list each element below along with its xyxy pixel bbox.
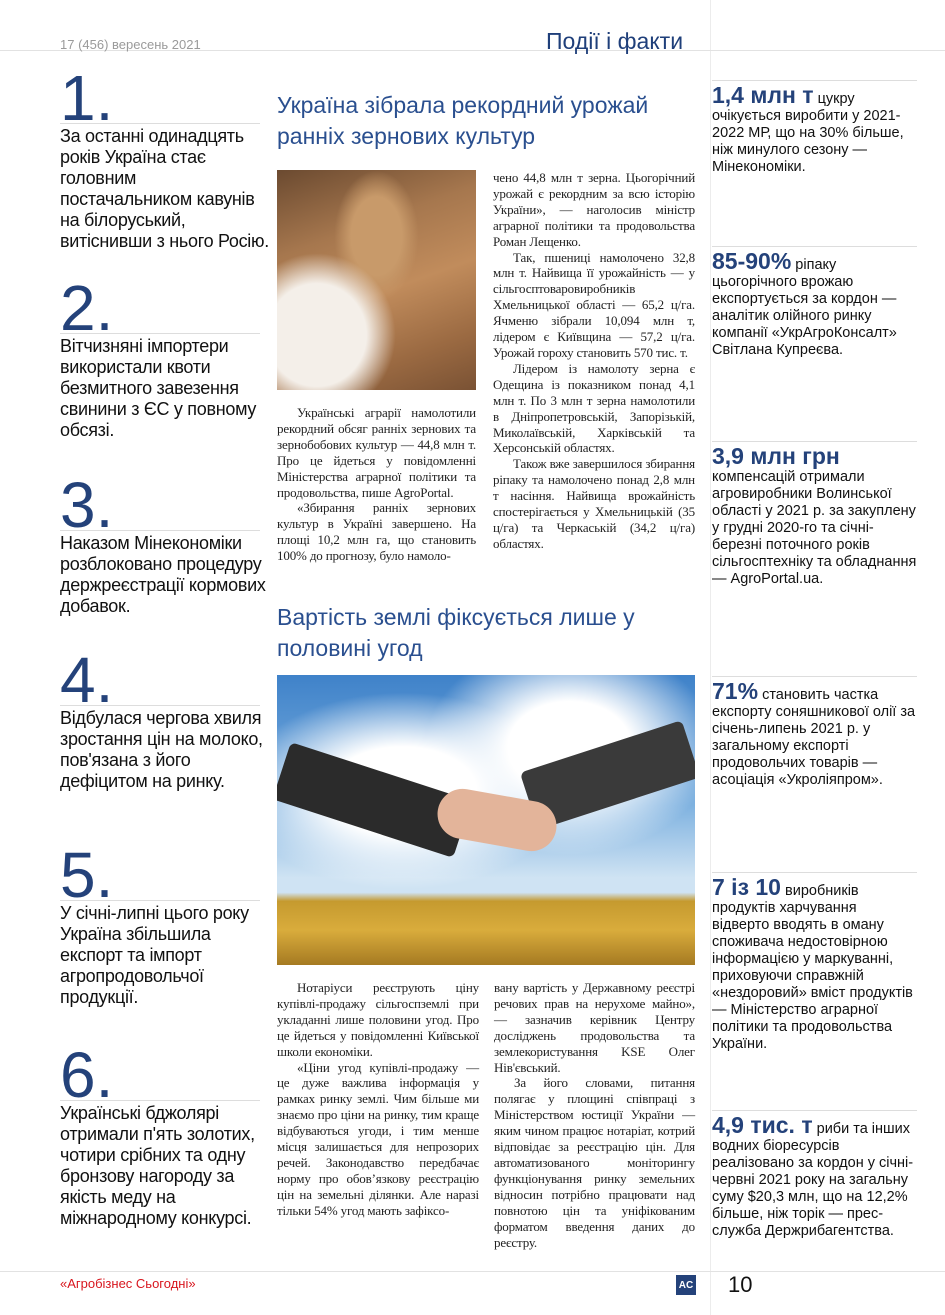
- fact-item: [60, 469, 272, 617]
- article-column: [494, 980, 695, 1250]
- fact-number: 3.: [60, 475, 260, 531]
- article-column: [277, 980, 479, 1219]
- paragraph: За його словами, питання полягає у площині співпраці з Міністерством юстиції України — яким чином працює нотаріат, котрий відповідає за реєстрацію цін. Для автоматизованого моніторингу функціонування ринку земельних відносин потрібно працювати над повнотою цін та уніфікованим форматом введення даних до реєстру.: [494, 1075, 695, 1250]
- paragraph: Українські аграрії намолотили рекордний обсяг ранніх зернових та зернобобових культур — 44,8 млн т. Про це йдеться у повідомленні Міністерства аграрної політики та продовольства, пише AgroPortal.: [277, 405, 476, 500]
- paragraph: Нотаріуси реєструють ціну купівлі-продажу сільгоспземлі при укладанні лише половини угод. Про це йдеться у повідомленні Київської школи економіки.: [277, 980, 479, 1059]
- fact-number: 1.: [60, 68, 260, 124]
- fact-number: 2.: [60, 278, 260, 334]
- fact-text: Українські бджолярі отримали п'ять золотих, чотири срібних та одну бронзову нагороду за якість меду на міжнародному конкурсі.: [60, 1103, 255, 1228]
- fact-item: [60, 839, 272, 1008]
- fact-text: У січні-липні цього року Україна збільшила експорт та імпорт агропродовольчої продукції.: [60, 903, 249, 1007]
- fact-item: [60, 272, 272, 441]
- article-title: Україна зібрала рекордний урожай ранніх зернових культур: [277, 92, 649, 149]
- grain-scoops-photo: [277, 170, 476, 390]
- fact-number: 4.: [60, 650, 260, 706]
- stat-value: 85-90%: [712, 248, 792, 274]
- stat-text: компенсацій отримали агровиробники Волинської області у 2021 р. за закуплену у грудні 2020-го та січні-березні поточного років сільгосптехніку та обладнання — AgroPortal.ua.: [712, 469, 917, 587]
- issue-info: 17 (456) вересень 2021: [60, 37, 201, 52]
- stat-text: риби та інших водних біоресурсів реалізовано за кордон у січні-червні 2021 року на загальну суму $20,3 млн, що на 12,2% більше, ніж торік — прес-служба Держрибагентства.: [712, 1121, 914, 1239]
- stat-value: 4,9 тис. т: [712, 1112, 813, 1138]
- fact-text: Відбулася чергова хвиля зростання цін на молоко, пов'язана з його дефіцитом на ринку.: [60, 708, 263, 791]
- stat-item: [712, 1110, 917, 1240]
- paragraph: «Ціни угод купівлі-продажу — це дуже важлива інформація у рамках ринку землі. Чим більше ми знаємо про ціни на ринку, тим краще відбуваються угоди, і тим менше місця залишається для непрозорих речей. Законодавство передбачає норму про обов’язкову реєстрацію цін на земельні ділянки. Але наразі тільки 54% угод мають зафіксо-: [277, 1059, 479, 1218]
- stat-text: цукру очікується виробити у 2021-2022 МР, що на 30% більше, ніж минулого сезону — Мінекономіки.: [712, 91, 904, 175]
- fact-text: Вітчизняні імпортери використали квоти безмитного завезення свинини з ЄС у повному обсязі.: [60, 336, 257, 440]
- paragraph: Лідером із намолоту зерна є Одещина із показником понад 4,1 млн т. По 3 млн т зерна намолотили в Дніпропетровській, Запорізькій, Миколаївській, Харківській та Херсонській областях.: [493, 360, 695, 456]
- publication-logo: AC: [676, 1275, 696, 1295]
- paragraph: «Збирання ранніх зернових культур в Україні завершено. На площі 10,2 млн га, що становить 100% до прогнозу, було намоло-: [277, 500, 476, 564]
- stat-item: [712, 872, 917, 1053]
- paragraph: Так, пшениці намолочено 32,8 млн т. Найвища її урожайність — у сільгосптоваровиробників Хмельницької області — 65,2 ц/га. Ячменю зібрали 10,094 млн т, лідером є Київщина — 57,2 ц/га. Урожай гороху становить 570 тис. т.: [493, 249, 695, 360]
- page-number: 10: [728, 1272, 753, 1297]
- stat-item: [712, 246, 917, 359]
- article-column: [277, 405, 476, 564]
- publication-name: «Агробізнес Сьогодні»: [60, 1276, 196, 1291]
- stat-item: [712, 676, 917, 789]
- stat-item: [712, 80, 917, 176]
- paragraph: вану вартість у Державному реєстрі речових прав на нерухоме майно», — зазначив керівник Центру досліджень продовольства та землекористування KSE Олег Нів'євський.: [494, 980, 695, 1075]
- stat-text: ріпаку цьогорічного врожаю експортується за кордон — аналітик олійного ринку компанії «УкрАгроКонсалт» Світлана Купреєва.: [712, 257, 897, 358]
- fact-item: [60, 644, 272, 792]
- footer-divider: [0, 1271, 945, 1272]
- section-title: Події і факти: [546, 28, 684, 54]
- article-title: Вартість землі фіксується лише у половині угод: [277, 604, 635, 661]
- stat-value: 1,4 млн т: [712, 82, 814, 108]
- stat-item: [712, 441, 917, 588]
- fact-text: За останні одинадцять років Україна стає головним постачальником кавунів на білоруський, витіснивши з нього Росію.: [60, 126, 269, 251]
- column-divider: [710, 0, 711, 1315]
- fact-item: [60, 1039, 272, 1229]
- stat-text: становить частка експорту соняшникової олії за січень-липень 2021 р. у загальному експорті продовольчих товарів — асоціація «Укроліяпром».: [712, 687, 916, 788]
- article-column: [493, 170, 695, 552]
- stat-value: 3,9 млн грн: [712, 443, 840, 469]
- fact-item: [60, 62, 272, 252]
- handshake-photo: [277, 675, 695, 965]
- paragraph: Також вже завершилося збирання ріпаку та намолочено понад 2,8 млн т насіння. Найвища врожайність спостерігається у Хмельницькій (35 ц/га) та Черкаській (34,2 ц/га) областях.: [493, 456, 695, 551]
- paragraph: чено 44,8 млн т зерна. Цьогорічний урожай є рекордним за всю історію України», — наголосив міністр аграрної політики та продовольства Роман Лещенко.: [493, 170, 695, 249]
- stat-text: виробників продуктів харчування відверто вводять в оману споживача недостовірною інформацією у маркуванні, приховуючи справжній «нездоровий» вміст продуктів — Міністерство аграрної політики та продовольства України.: [712, 883, 913, 1052]
- stat-value: 7 із 10: [712, 874, 781, 900]
- stat-value: 71%: [712, 678, 759, 704]
- fact-number: 5.: [60, 845, 260, 901]
- fact-number: 6.: [60, 1045, 260, 1101]
- fact-text: Наказом Мінекономіки розблоковано процедуру держреєстрації кормових добавок.: [60, 533, 266, 616]
